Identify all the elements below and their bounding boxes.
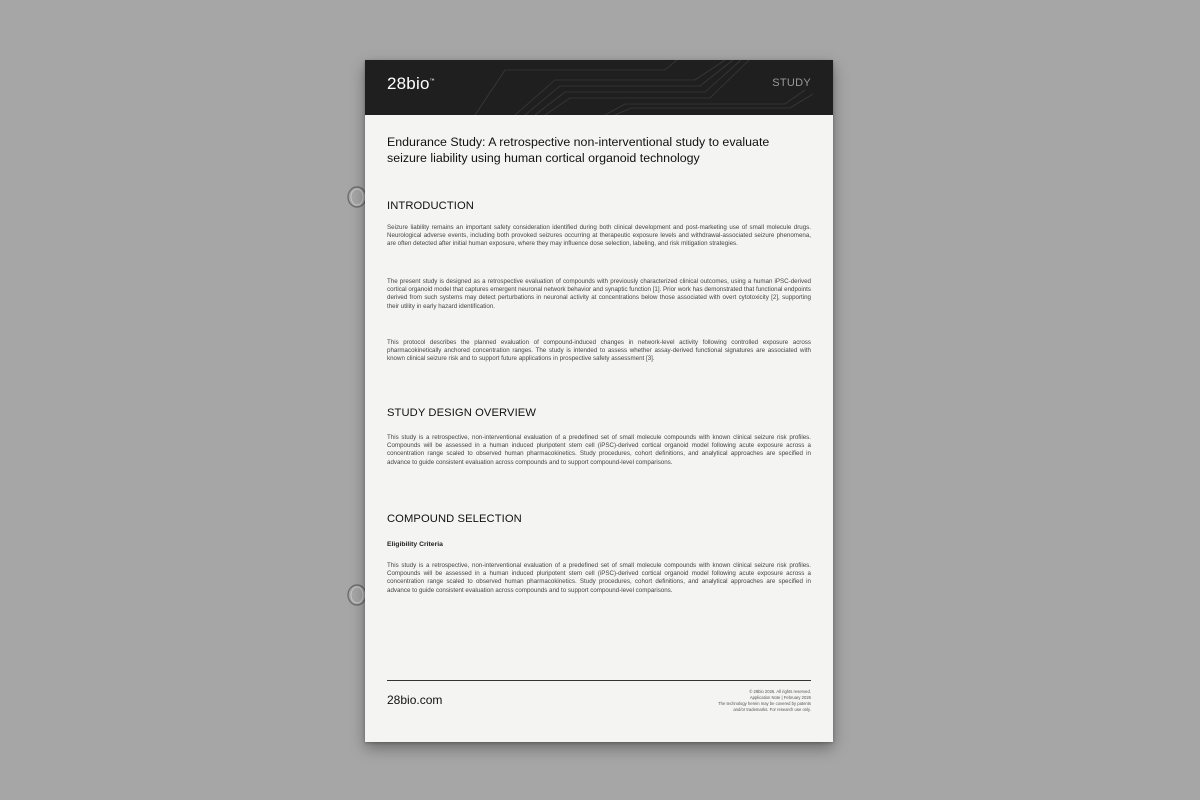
section-heading-selection: COMPOUND SELECTION bbox=[387, 513, 522, 525]
header-band bbox=[365, 60, 833, 115]
selection-paragraph: This study is a retrospective, non-interventional evaluation of a predefined set of small molecule compounds with known clinical seizure risk profiles. Compounds will be assessed in a human induced pluripotent stem cell (iPSC)-derived cortical organoid model following acute exposure across a concentration range scaled to observed human pharmacokinetics. Study procedures, cohort definitions, and analytical approaches are specified in advance to guide consistent evaluation across compounds and to support compound-level comparisons. bbox=[387, 562, 811, 594]
logo-text: 28bio bbox=[387, 74, 430, 93]
document-title: Endurance Study: A retrospective non-interventional study to evaluate seizure liability using human cortical organoid technology bbox=[387, 135, 770, 165]
section-heading-design: STUDY DESIGN OVERVIEW bbox=[387, 407, 537, 419]
intro-paragraph-2: The present study is designed as a retrospective evaluation of compounds with previously characterized clinical outcomes, using a human iPSC-derived cortical organoid model that captures emergent neuronal network behavior and synaptic function [1]. Prior work has demonstrated that functional endpoints derived from such systems may detect perturbations in neuronal activity at concentrations below those associated with overt cytotoxicity [2], supporting their utility in early hazard identification. bbox=[387, 278, 811, 310]
intro-paragraph-1: Seizure liability remains an important safety consideration identified during both clinical development and post-marketing use of small molecule drugs. Neurological adverse events, including both provoked seizures occurring at therapeutic exposure levels and withdrawal-associated seizure phenomena, are often detected after initial human exposure, where they may influence dose selection, labeling, and risk mitigation strategies. bbox=[387, 224, 811, 248]
legal-line: The technology herein may be covered by patents bbox=[718, 701, 811, 706]
footer-divider bbox=[387, 680, 811, 681]
logo-trademark: ™ bbox=[429, 78, 435, 84]
legal-line: © 28bio 2026. All rights reserved. bbox=[749, 689, 811, 694]
legal-line: and/or trademarks. For research use only. bbox=[733, 707, 811, 712]
document-type-label: STUDY bbox=[772, 77, 811, 89]
brand-logo bbox=[387, 74, 435, 94]
design-paragraph: This study is a retrospective, non-interventional evaluation of a predefined set of small molecule compounds with known clinical seizure risk profiles. Compounds will be assessed in a human induced pluripotent stem cell (iPSC)-derived cortical organoid model following acute exposure across a concentration range scaled to observed human pharmacokinetics. Study procedures, cohort definitions, and analytical approaches are specified in advance to guide consistent evaluation across compounds and to support compound-level comparisons. bbox=[387, 434, 811, 466]
footer-legal bbox=[718, 689, 811, 713]
intro-paragraph-3: This protocol describes the planned evaluation of compound-induced changes in network-level activity following controlled exposure across pharmacokinetically anchored concentration ranges. The study is intended to assess whether assay-derived functional signatures are associated with known clinical seizure risk and to support future applications in prospective safety assessment [3]. bbox=[387, 339, 811, 363]
legal-line: Application Note | February 2026 bbox=[749, 695, 811, 700]
section-heading-introduction: INTRODUCTION bbox=[387, 200, 474, 212]
circuit-line-pattern bbox=[365, 60, 833, 115]
eligibility-subheading: Eligibility Criteria bbox=[387, 541, 443, 548]
footer-website: 28bio.com bbox=[387, 693, 443, 707]
document-page bbox=[365, 60, 833, 742]
